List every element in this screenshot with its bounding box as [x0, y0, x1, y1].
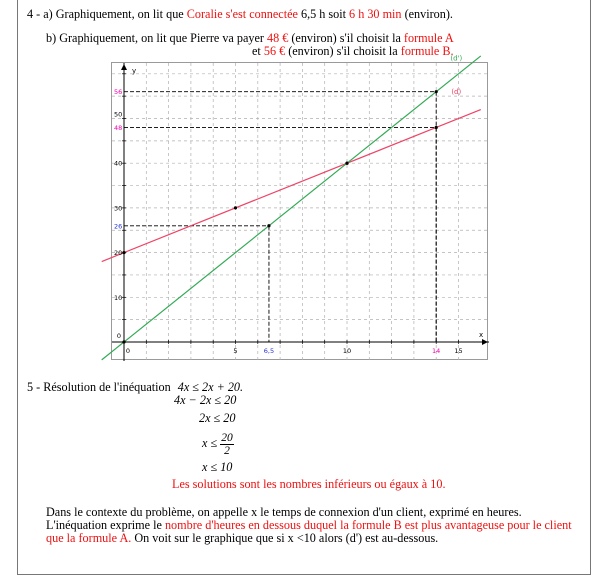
data-point — [267, 224, 270, 227]
q5-paragraph-2 — [46, 518, 572, 532]
y-tick-label: 56 — [114, 88, 123, 97]
line-d-label: (d) — [451, 87, 462, 96]
q4b-mid-b: (environ) s'il choisit la — [285, 44, 401, 58]
q4a-line — [27, 7, 453, 21]
data-point — [345, 162, 348, 165]
y-tick-label: 48 — [114, 123, 123, 132]
graph — [111, 54, 488, 360]
origin-label: 0 — [116, 332, 121, 340]
q5-paragraph-1: Dans le contexte du problème, on appelle x le temps de connexion d'un client, exprimé en heures. — [46, 505, 522, 519]
data-point — [122, 340, 125, 343]
series-line-1 — [102, 56, 484, 360]
q4b-value-a: 48 € — [267, 31, 289, 45]
q4b-et: et — [252, 44, 264, 58]
data-point — [435, 126, 438, 129]
line-dp-label: (d') — [450, 54, 463, 63]
q5-solution: Les solutions sont les nombres inférieurs ou égaux à 10. — [172, 477, 446, 491]
q5-title: 5 - Résolution de l'inéquation — [27, 380, 171, 394]
q5-p3-red: que la formule A. — [46, 531, 132, 545]
q5-step-1: 4x ≤ 2x + 20. — [177, 380, 244, 394]
q5-title-line — [27, 380, 243, 394]
data-point — [435, 90, 438, 93]
q4b-line1 — [46, 31, 454, 45]
y-tick-label: 30 — [114, 204, 123, 213]
q5-p2-prefix: L'inéquation exprime le — [46, 518, 165, 532]
y-tick-label: 20 — [114, 249, 123, 258]
q4b-value-b: 56 € — [263, 44, 286, 58]
q5-paragraph-3 — [46, 531, 438, 545]
y-tick-label: 10 — [114, 293, 123, 302]
q5-step-4 — [202, 430, 234, 457]
x-tick-label: 0 — [125, 347, 131, 355]
q5-step-2: 4x − 2x ≤ 20 — [174, 393, 237, 407]
q5-step-4-lhs: x ≤ — [202, 436, 218, 450]
x-tick-label: 14 — [432, 347, 441, 355]
q5-step-3: 2x ≤ 20 — [199, 411, 236, 425]
x-tick-label: 10 — [342, 347, 352, 355]
x-axis-label: x — [479, 331, 484, 339]
q4a-mid: 6,5 h soit — [297, 7, 350, 21]
q4a-time: 6 h 30 min — [349, 7, 402, 21]
x-tick-label: 15 — [454, 347, 463, 355]
q5-frac-den: 2 — [224, 444, 230, 457]
x-tick-label: 6,5 — [263, 347, 275, 355]
q4b-formula-a: formule A — [403, 31, 454, 45]
series-line-0 — [102, 110, 481, 262]
q4a-suffix: (environ). — [401, 7, 453, 21]
q4b-line2 — [252, 44, 454, 58]
q4b-mid-a: (environ) s'il choisit la — [288, 31, 404, 45]
y-tick-label: 26 — [114, 222, 123, 231]
q5-frac-num: 20 — [221, 431, 233, 444]
x-tick-label: 5 — [233, 347, 238, 355]
y-tick-label: 50 — [114, 110, 123, 119]
q4b-text: b) Graphiquement, on lit que Pierre va payer — [46, 31, 267, 45]
q5-p2-red: nombre d'heures en dessous duquel la formule B est plus avantageuse pour le client — [164, 518, 572, 532]
q4a-name: Coralie s'est connectée — [186, 7, 298, 21]
graph-svg — [112, 54, 489, 361]
y-axis-arrow — [121, 64, 127, 70]
q4b-formula-b: formule B. — [400, 44, 454, 58]
q4a-text: 4 - a) Graphiquement, on lit que — [27, 7, 187, 21]
data-point — [122, 251, 125, 254]
q5-fraction — [220, 432, 234, 457]
q5-p3-suffix: On voit sur le graphique que si x <10 alors (d') est au-dessous. — [131, 531, 439, 545]
y-tick-label: 40 — [114, 159, 123, 168]
y-axis-label: y — [132, 67, 137, 75]
q5-step-5: x ≤ 10 — [202, 460, 233, 474]
data-point — [234, 206, 237, 209]
x-axis-arrow — [482, 339, 488, 345]
